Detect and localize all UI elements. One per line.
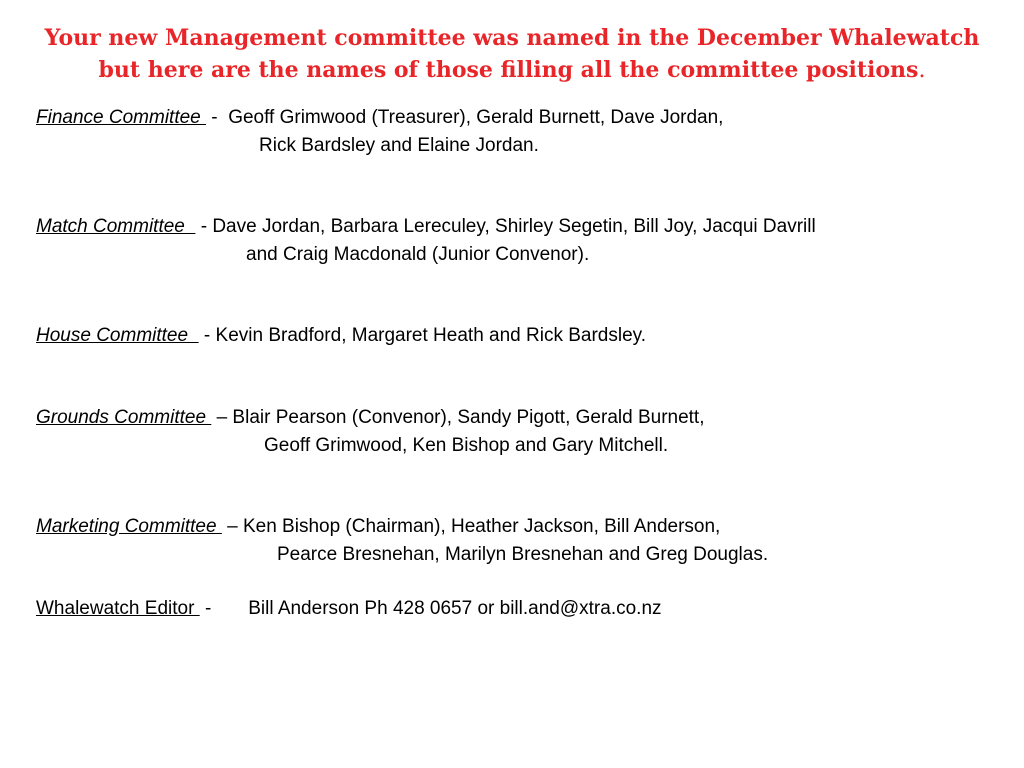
title-line-2-text: but here are the names of those filling all the committee positions <box>98 57 919 83</box>
match-committee-label: Match Committee <box>36 216 196 237</box>
marketing-members-line-2: Pearce Bresnehan, Marilyn Bresnehan and Greg Douglas. <box>277 544 769 565</box>
finance-committee-label: Finance Committee <box>36 107 207 128</box>
grounds-committee-label: Grounds Committee <box>36 407 212 428</box>
whalewatch-editor-label: Whalewatch Editor <box>36 598 200 619</box>
house-committee-label: House Committee <box>36 325 199 346</box>
finance-separator: - <box>206 107 229 128</box>
finance-committee-entry <box>36 104 723 160</box>
title-line-1: Your new Management committee was named in the December Whalewatch <box>44 25 980 51</box>
marketing-separator: – <box>221 516 243 537</box>
match-separator: - <box>195 216 213 237</box>
editor-contact: Bill Anderson Ph 428 0657 or bill.and@xtra.co.nz <box>248 598 662 619</box>
finance-members-line-1: Geoff Grimwood (Treasurer), Gerald Burnett, Dave Jordan, <box>228 107 724 128</box>
grounds-members-line-1: Blair Pearson (Convenor), Sandy Pigott, Gerald Burnett, <box>232 407 705 428</box>
finance-members-line-2: Rick Bardsley and Elaine Jordan. <box>259 135 539 156</box>
match-members-line-2: and Craig Macdonald (Junior Convenor). <box>246 244 590 265</box>
marketing-committee-label: Marketing Committee <box>36 516 222 537</box>
marketing-members-line-1: Ken Bishop (Chairman), Heather Jackson, Bill Anderson, <box>242 516 721 537</box>
page-title <box>0 22 1024 87</box>
grounds-members-line-2: Geoff Grimwood, Ken Bishop and Gary Mitchell. <box>264 435 669 456</box>
match-committee-entry <box>36 213 816 269</box>
grounds-committee-entry <box>36 404 705 460</box>
house-separator: - <box>198 325 216 346</box>
match-members-line-1: Dave Jordan, Barbara Lereculey, Shirley Segetin, Bill Joy, Jacqui Davrill <box>212 216 816 237</box>
editor-separator: - <box>199 598 249 619</box>
grounds-separator: – <box>211 407 233 428</box>
house-committee-entry <box>36 322 646 350</box>
marketing-committee-entry <box>36 513 768 569</box>
house-members-line-1: Kevin Bradford, Margaret Heath and Rick Bardsley. <box>215 325 647 346</box>
title-line-2 <box>0 54 1024 87</box>
whalewatch-editor-entry <box>36 595 662 623</box>
title-period: . <box>918 58 926 83</box>
